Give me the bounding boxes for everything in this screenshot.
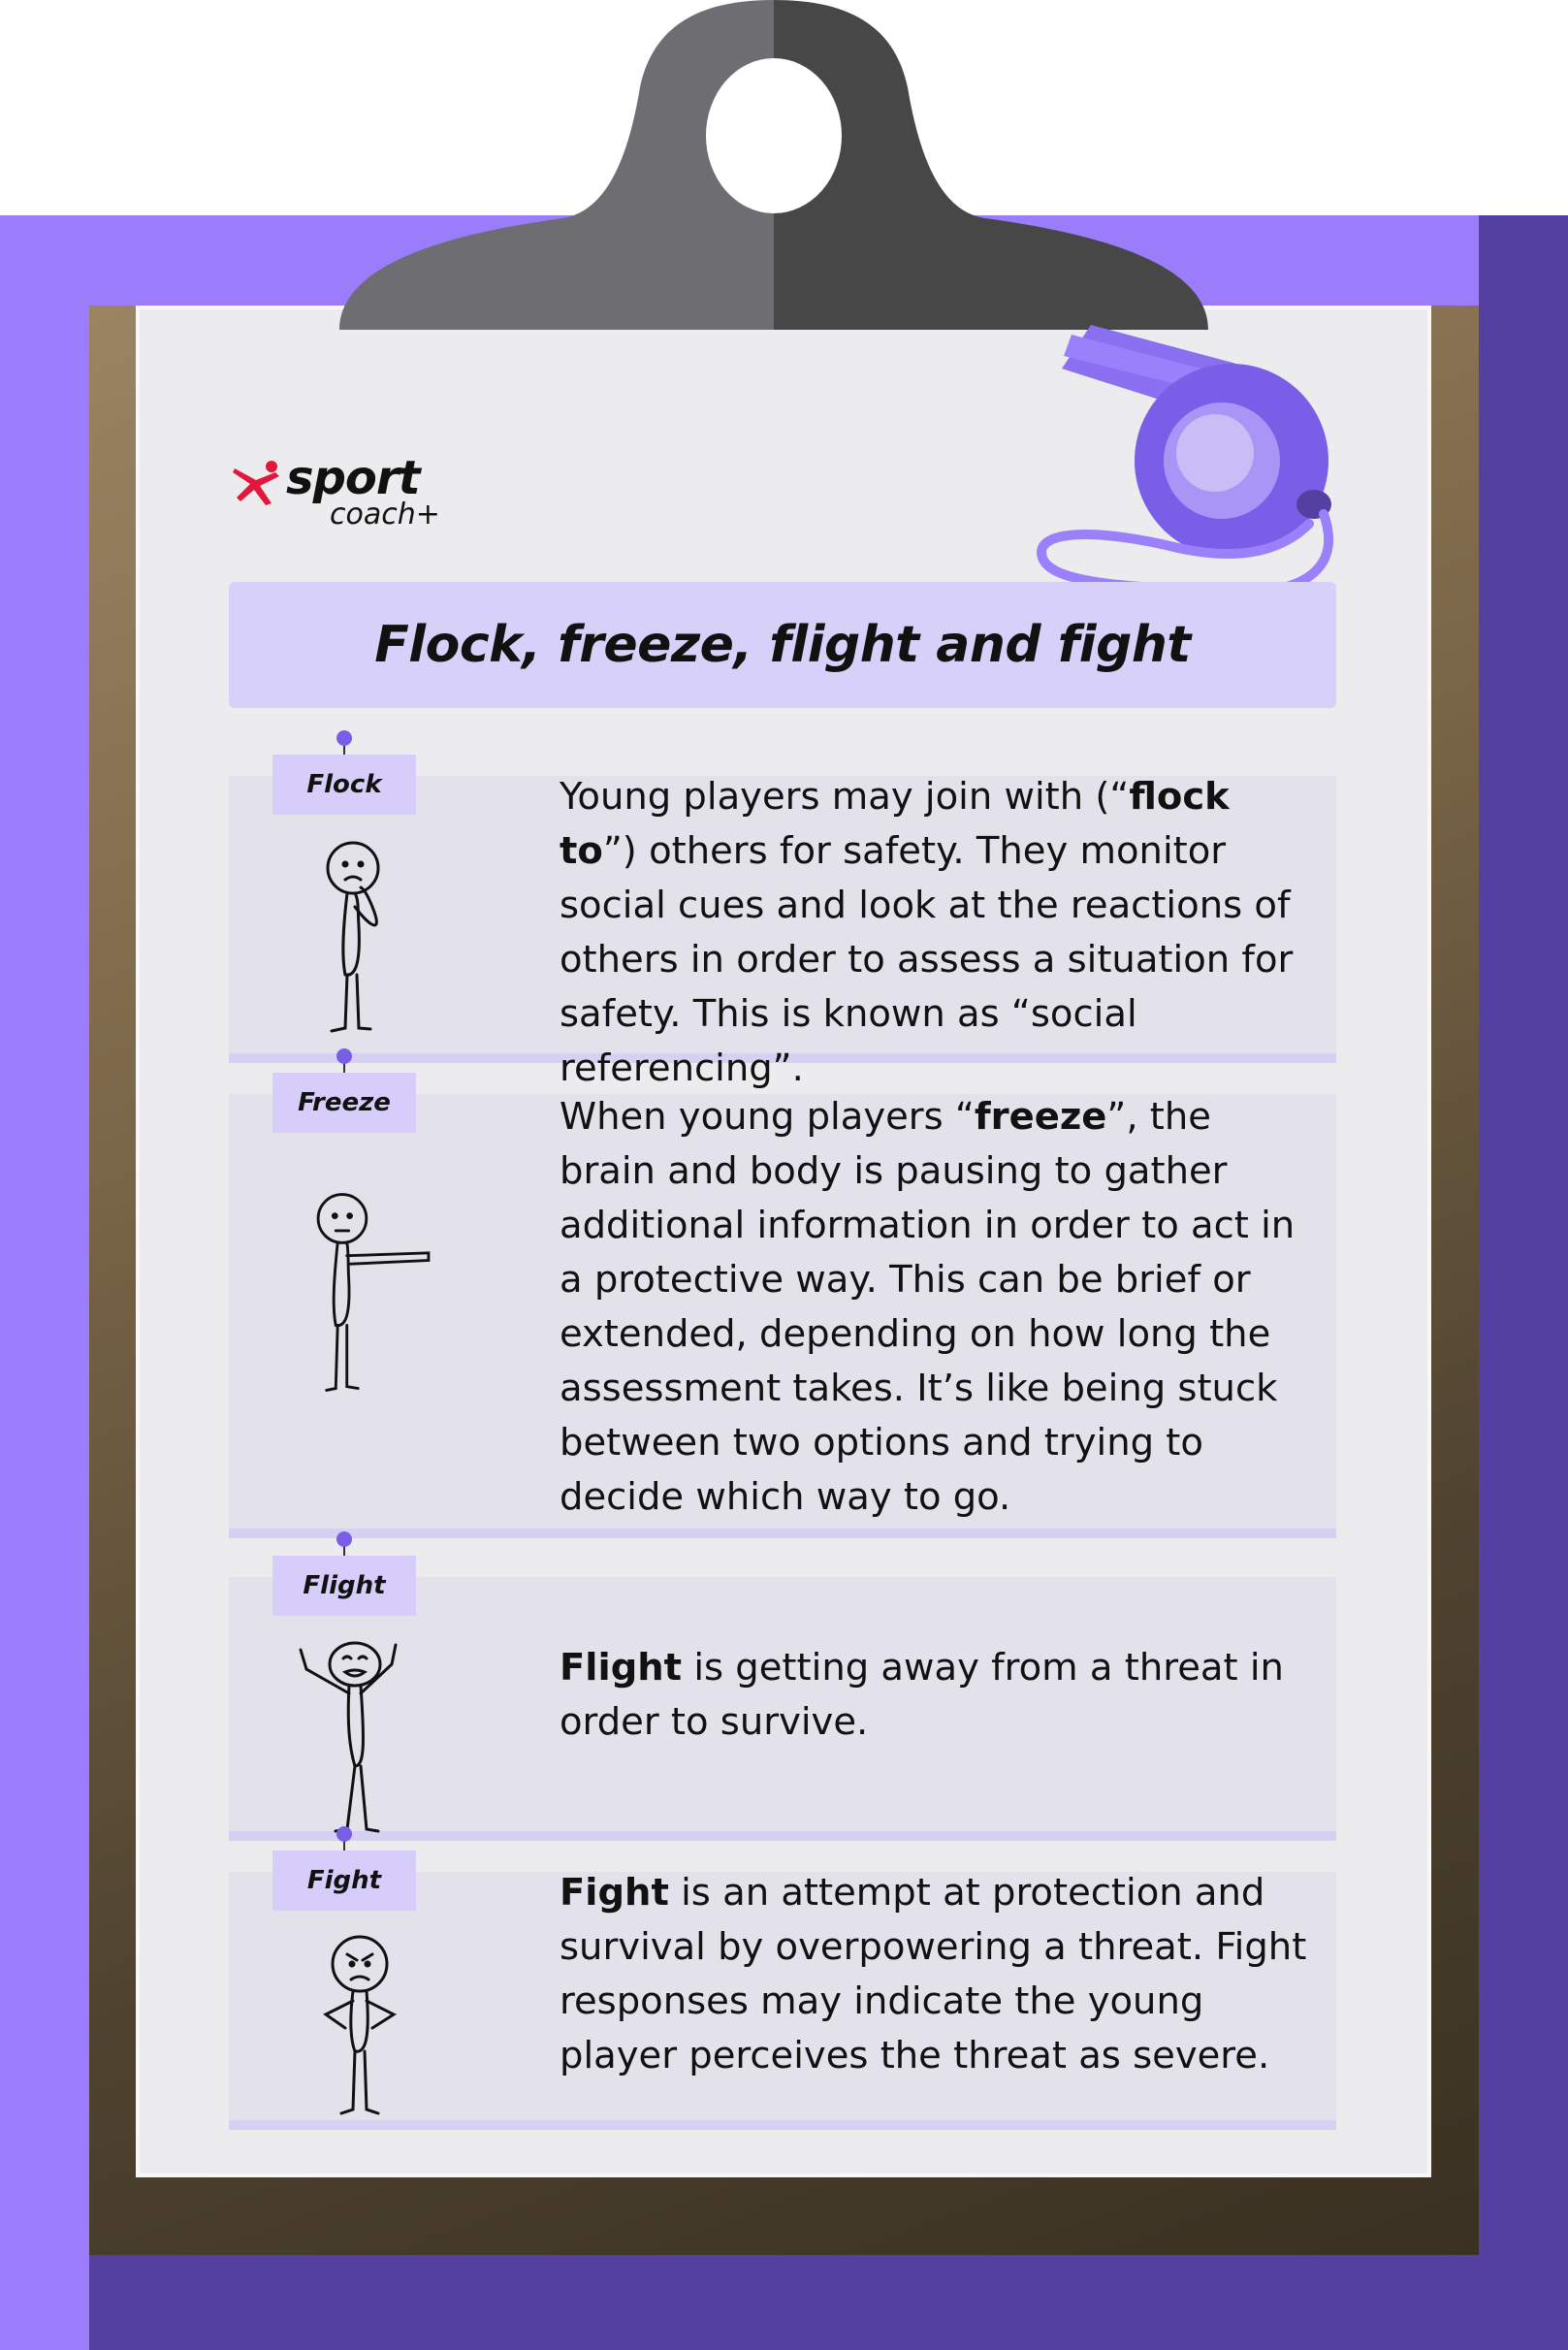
panicking-stick-figure-icon (287, 1626, 432, 1839)
sport-coach-logo (233, 451, 465, 529)
section-flight-text: Flight is getting away from a threat in order to survive. (560, 1646, 1284, 1744)
tag-fight: Fight (272, 1851, 416, 1911)
logo-sport-text: sport (286, 451, 420, 505)
logo-coach-text: coach+ (330, 498, 440, 531)
pointing-stick-figure-icon (297, 1186, 471, 1400)
tag-freeze: Freeze (272, 1073, 416, 1133)
section-flock-text: Young players may join with (“flock to”) others for safety. They monitor social cues and look at the reactions of others in order to assess a situation for safety. This is known as “social referencing”. (560, 775, 1294, 1090)
running-person-logo-icon (233, 459, 289, 507)
section-freeze (229, 1088, 1336, 1538)
background-shadow-bottom (89, 2255, 1479, 2350)
section-fight (229, 1866, 1336, 2130)
background-shadow-right (1479, 215, 1568, 2350)
tag-flight: Flight (272, 1556, 416, 1616)
tag-flock: Flock (272, 755, 416, 815)
section-freeze-text: When young players “freeze”, the brain and body is pausing to gather additional information in order to act in a protective way. This can be brief or extended, depending on how long the assessment takes. It’s like being stuck between two options and trying to decide which way to go. (560, 1095, 1296, 1519)
whistle-icon (1033, 325, 1353, 611)
page-title: Flock, freeze, flight and fight (374, 616, 1191, 674)
clipboard-clip-icon (339, 0, 1208, 330)
section-fight-text: Fight is an attempt at protection and survival by overpowering a threat. Fight responses may indicate the young player perceives the threat as severe. (560, 1871, 1307, 2077)
angry-stick-figure-icon (306, 1925, 432, 2139)
section-flight (229, 1571, 1336, 1841)
section-flock (229, 770, 1336, 1090)
title-banner (229, 582, 1336, 708)
thinking-stick-figure-icon (297, 829, 423, 1043)
